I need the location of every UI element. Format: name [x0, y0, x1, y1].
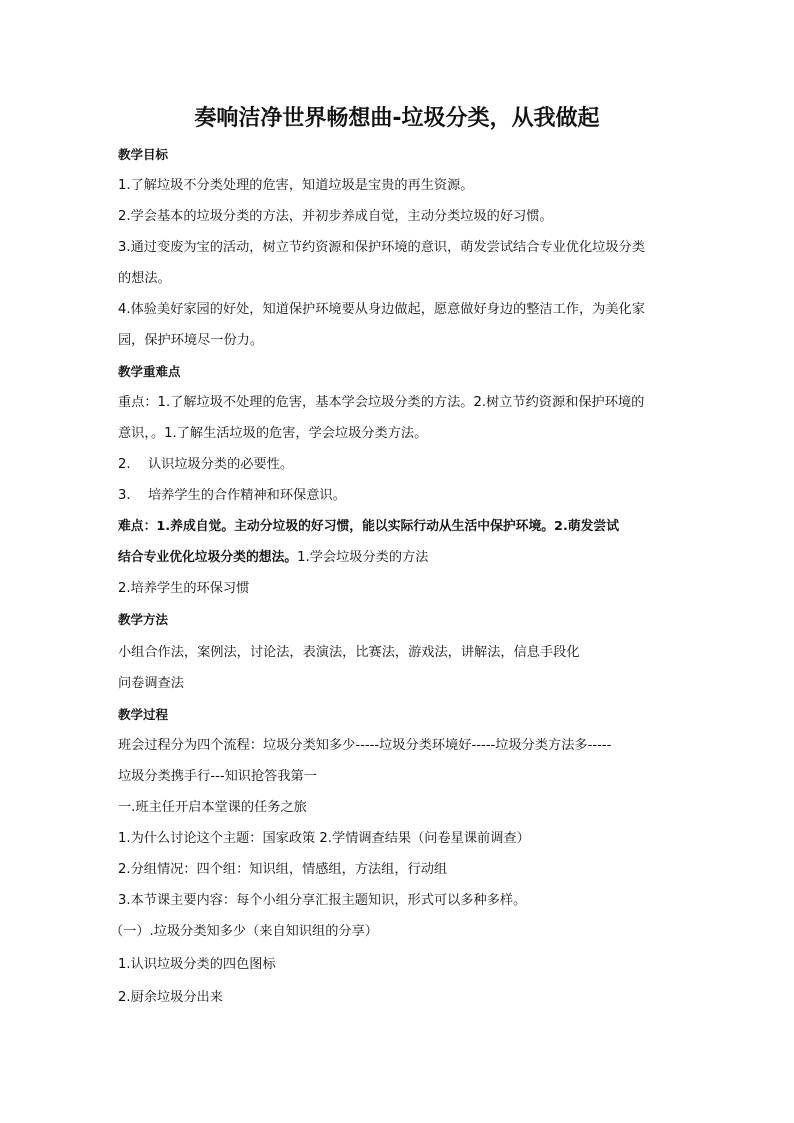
paragraph-key-item-2 [118, 455, 678, 475]
paragraph-goal-4-line-1: 4.体验美好家园的好处，知道保护环境要从身边做起，愿意做好身边的整洁工作，为美化家 [118, 302, 645, 317]
section-heading-methods: 教学方法 [118, 612, 169, 627]
paragraph-sub-item-2: 2.厨余垃圾分出来 [118, 990, 223, 1005]
paragraph-methods-line-2: 问卷调查法 [118, 676, 184, 691]
paragraph-process-line-1: 班会过程分为四个流程：垃圾分类知多少-----垃圾分类环境好-----垃圾分类方法多----- [118, 738, 612, 753]
paragraph-methods-line-1: 小组合作法，案例法，讨论法，表演法，比赛法，游戏法，讲解法，信息手段化 [118, 645, 580, 660]
paragraph-key-line-2: 意识，。1.了解生活垃圾的危害，学会垃圾分类方法。 [118, 426, 428, 441]
paragraph-difficulty-line-2 [118, 548, 678, 568]
paragraph-key-item-3 [118, 486, 678, 506]
paragraph-goal-2: 2.学会基本的垃圾分类的方法，并初步养成自觉，主动分类垃圾的好习惯。 [118, 209, 553, 224]
paragraph-part-1: 一.班主任开启本堂课的任务之旅 [118, 800, 307, 815]
paragraph-goal-3-line-2: 的想法。 [118, 271, 171, 286]
paragraph-subsection-1: （一）.垃圾分类知多少（来自知识组的分享） [110, 924, 378, 939]
paragraph-item-2: 2.分组情况：四个组：知识组，情感组，方法组，行动组 [118, 862, 448, 877]
paragraph-sub-item-1: 1.认识垃圾分类的四色图标 [118, 957, 276, 972]
paragraph-goal-4-line-2: 园，保护环境尽一份力。 [118, 333, 264, 348]
document-title: 奏响洁净世界畅想曲-垃圾分类，从我做起 [194, 106, 600, 131]
section-heading-process: 教学过程 [118, 707, 169, 722]
paragraph-item-1: 1.为什么讨论这个主题：国家政策 2.学情调查结果（问卷星课前调查） [118, 831, 530, 846]
list-number: 2. [118, 457, 131, 472]
list-text: 认识垃圾分类的必要性。 [148, 457, 294, 472]
paragraph-process-line-2: 垃圾分类携手行---知识抢答我第一 [118, 769, 317, 784]
section-heading-goals: 教学目标 [118, 147, 169, 162]
paragraph-difficulty-line-1: 难点：1.养成自觉。主动分垃圾的好习惯，能以实际行动从生活中保护环境。2.萌发尝试 [118, 519, 620, 534]
bold-text: 结合专业优化垃圾分类的想法。 [118, 550, 298, 565]
list-number: 3. [118, 488, 131, 503]
list-text: 培养学生的合作精神和环保意识。 [148, 488, 346, 503]
regular-text: 1.学会垃圾分类的方法 [297, 550, 429, 565]
paragraph-difficulty-line-3: 2.培养学生的环保习惯 [118, 581, 250, 596]
paragraph-goal-3-line-1: 3.通过变废为宝的活动，树立节约资源和保护环境的意识，萌发尝试结合专业优化垃圾分类 [118, 240, 645, 255]
paragraph-goal-1: 1.了解垃圾不分类处理的危害，知道垃圾是宝贵的再生资源。 [118, 178, 474, 193]
section-heading-key-points: 教学重难点 [118, 364, 181, 379]
paragraph-item-3: 3.本节课主要内容：每个小组分享汇报主题知识，形式可以多种多样。 [118, 893, 527, 908]
paragraph-key-line-1: 重点：1.了解垃圾不处理的危害，基本学会垃圾分类的方法。2.树立节约资源和保护环境的 [118, 395, 645, 410]
